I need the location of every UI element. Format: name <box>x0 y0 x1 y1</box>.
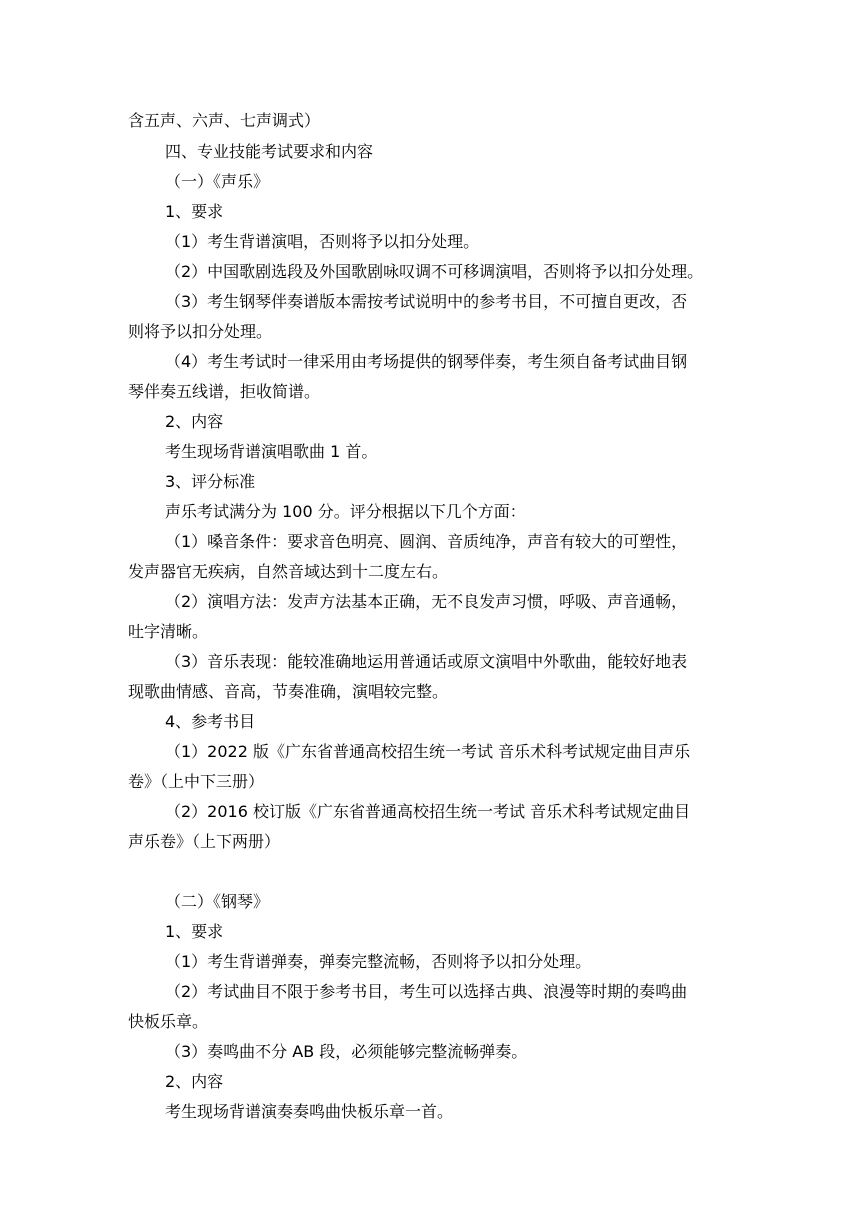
text-line: （2）中国歌剧选段及外国歌剧咏叹调不可移调演唱，否则将予以扣分处理。 <box>165 262 704 281</box>
text-line: 声乐考试满分为 100 分。评分根据以下几个方面： <box>165 502 526 521</box>
text-line: （3）音乐表现：能较准确地运用普通话或原文演唱中外歌曲，能较好地表 <box>165 652 688 671</box>
item-heading: 2、内容 <box>165 1072 224 1091</box>
section-heading: 四、专业技能考试要求和内容 <box>165 142 374 161</box>
text-line: （2）2016 校订版《广东省普通高校招生统一考试 音乐术科考试规定曲目 <box>165 802 691 821</box>
text-line: （1）考生背谱演唱，否则将予以扣分处理。 <box>165 232 480 251</box>
item-heading: 1、要求 <box>165 922 224 941</box>
text-line: （1）嗓音条件：要求音色明亮、圆润、音质纯净，声音有较大的可塑性， <box>165 532 688 551</box>
subsection-heading: （一）《声乐》 <box>165 172 270 191</box>
text-line: 琴伴奏五线谱，拒收简谱。 <box>128 382 321 401</box>
text-line: （2）演唱方法：发声方法基本正确，无不良发声习惯，呼吸、声音通畅， <box>165 592 688 611</box>
text-line: 考生现场背谱演唱歌曲 1 首。 <box>165 442 378 461</box>
text-line: （2）考试曲目不限于参考书目，考生可以选择古典、浪漫等时期的奏鸣曲 <box>165 982 688 1001</box>
item-heading: 2、内容 <box>165 412 224 431</box>
text-line: 现歌曲情感、音高，节奏准确，演唱较完整。 <box>128 682 449 701</box>
text-line: （4）考生考试时一律采用由考场提供的钢琴伴奏，考生须自备考试曲目钢 <box>165 352 688 371</box>
text-line: 卷》（上中下三册） <box>128 772 265 791</box>
text-line: 声乐卷》（上下两册） <box>128 832 281 851</box>
text-line: （1）考生背谱弹奏，弹奏完整流畅，否则将予以扣分处理。 <box>165 952 592 971</box>
item-heading: 3、评分标准 <box>165 472 256 491</box>
text-line: 则将予以扣分处理。 <box>128 322 273 341</box>
text-line: 发声器官无疾病，自然音域达到十二度左右。 <box>128 562 449 581</box>
text-line: （3）考生钢琴伴奏谱版本需按考试说明中的参考书目，不可擅自更改，否 <box>165 292 688 311</box>
item-heading: 4、参考书目 <box>165 712 256 731</box>
text-line: 考生现场背谱演奏奏鸣曲快板乐章一首。 <box>165 1102 454 1121</box>
text-line: 吐字清晰。 <box>128 622 209 641</box>
text-line: 含五声、六声、七声调式） <box>128 111 321 130</box>
text-line: 快板乐章。 <box>128 1012 209 1031</box>
subsection-heading: （二）《钢琴》 <box>165 892 270 911</box>
text-line: （1）2022 版《广东省普通高校招生统一考试 音乐术科考试规定曲目声乐 <box>165 742 691 761</box>
text-line: （3）奏鸣曲不分 AB 段，必须能够完整流畅弹奏。 <box>165 1042 528 1061</box>
item-heading: 1、要求 <box>165 202 224 221</box>
